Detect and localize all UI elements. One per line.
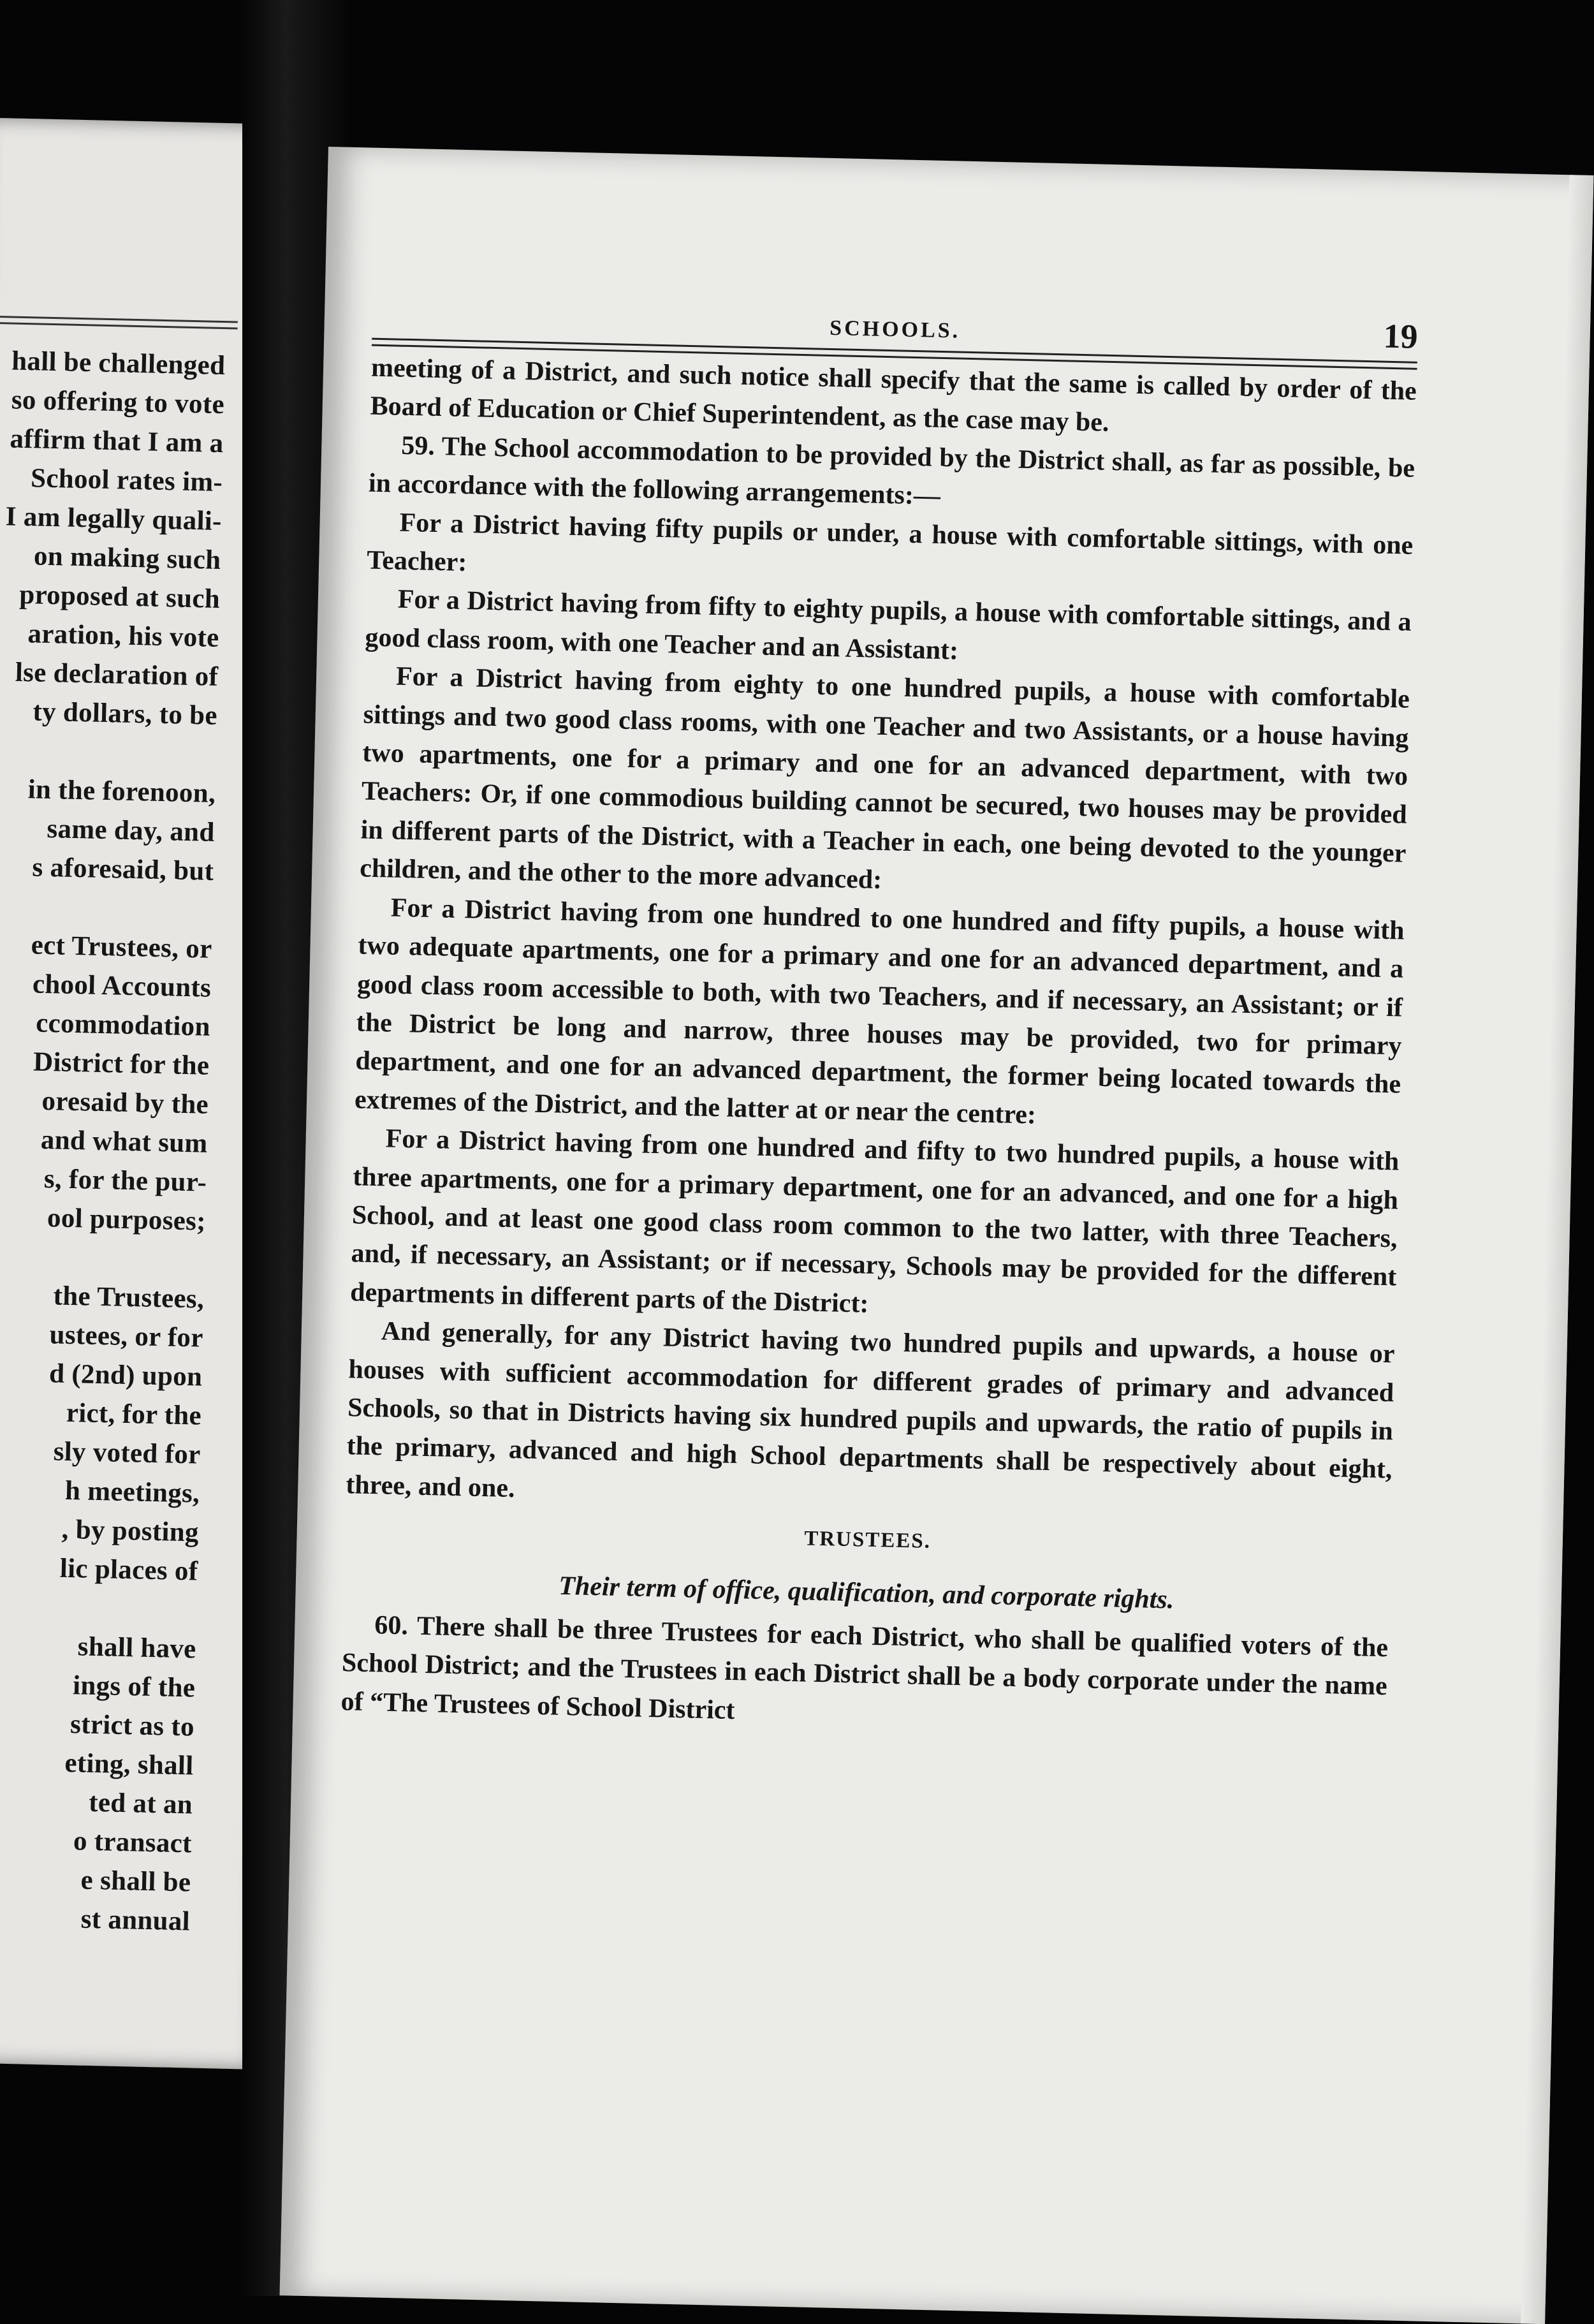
- left-page-blank-line: [0, 885, 214, 930]
- left-page-line: same day, and: [47, 813, 216, 848]
- left-page-line: oresaid by the: [41, 1085, 209, 1120]
- left-page-blank-line: [0, 1235, 205, 1280]
- left-page-line: and what sum: [40, 1124, 208, 1159]
- left-page-line: eting, shall: [64, 1747, 194, 1781]
- left-page-line: hall be challenged: [11, 346, 226, 381]
- left-page-line: rict, for the: [66, 1397, 202, 1431]
- left-page-line: shall have: [77, 1631, 197, 1665]
- left-page-line: proposed at such: [18, 579, 221, 615]
- left-page-line: aration, his vote: [27, 619, 220, 653]
- section-heading-trustees: TRUSTEES.: [803, 1527, 932, 1554]
- left-page-line: ings of the: [72, 1670, 196, 1703]
- page-number: 19: [1383, 316, 1419, 356]
- paragraph-59: 59. The School accommodation to be provided by the District shall, as far as possible, be in accordance with the following arrangements:—: [368, 430, 1415, 511]
- left-page-line: School rates im-: [30, 463, 223, 498]
- left-page-line: h meetings,: [64, 1475, 200, 1509]
- left-page-blank-line: [0, 1585, 198, 1630]
- left-page-line: affirm that I am a: [10, 423, 224, 459]
- left-page-line: in the forenoon,: [27, 774, 216, 809]
- paragraph-150-to-200: For a District having from one hundred and fifty to two hundred pupils, a house with three apartments, one for a primary department, one for an advanced, and one for a high School, and at least one good class room common to the two latter, with three Teachers, and, if necessary, an Assistant; or if necessary, Schools may be provided for the different departments in different parts of the District:: [349, 1124, 1400, 1319]
- page-edge-shadow: [1521, 175, 1593, 2324]
- left-page-line: lse declaration of: [15, 657, 219, 692]
- paragraph-continued: meeting of a District, and such notice shall specify that the same is called by order of the Board of Education or Chief Superintendent, as the case may be.: [370, 353, 1417, 438]
- left-page-line: d (2nd) upon: [48, 1358, 203, 1392]
- left-page-line: e shall be: [80, 1865, 191, 1898]
- left-page-line: o transact: [73, 1826, 193, 1859]
- left-page-line: ted at an: [88, 1787, 193, 1820]
- left-page-line: s, for the pur-: [43, 1163, 207, 1198]
- left-page-line: st annual: [80, 1904, 191, 1937]
- left-page-line: ect Trustees, or: [31, 930, 213, 964]
- left-header-rule: [0, 316, 238, 330]
- left-page-line: ool purposes;: [47, 1203, 207, 1237]
- left-page-line: ustees, or for: [49, 1320, 204, 1353]
- left-page-line: the Trustees,: [53, 1281, 205, 1314]
- paragraph-generally: And generally, for any District having two hundred pupils and upwards, a house or houses with sufficient accommodation for different grades of primary and advanced Schools, so that in Districts having six hundred pupils and upwards, the ratio of pupils in the primary, advanced and high School departments shall be respectively about eight, three, and one.: [345, 1316, 1395, 1503]
- page-body: [340, 349, 1417, 1745]
- left-page-line: strict as to: [69, 1709, 195, 1742]
- running-title: SCHOOLS.: [829, 316, 961, 343]
- left-page-line: s aforesaid, but: [32, 852, 214, 886]
- left-page-line: ccommodation: [35, 1008, 211, 1042]
- left-page-line: so offering to vote: [11, 385, 225, 420]
- paragraph-eighty-to-hundred: For a District having from eighty to one hundred pupils, a house with comfortable sittings and two good class rooms, with one Teacher and two Assistants, or a house having two apartments, one for a primary and one for an advanced department, with two Teachers: Or, if one commodious building cannot be secured, two houses may be provided in different parts of the District, with a Teacher in each, one being devoted to the younger children, and the other to the more advanced:: [359, 661, 1410, 895]
- paragraph-fifty-pupils: For a District having fifty pupils or under, a house with comfortable sittings, with one Teacher:: [366, 508, 1414, 578]
- left-page-line: I am legally quali-: [5, 501, 223, 537]
- left-page-line: District for the: [33, 1047, 210, 1081]
- paragraph-60: 60. There shall be three Trustees for each District, who shall be qualified voters of the School District; and the Trustees in each District shall be a body corporate under the name of “The Trustees of School District: [340, 1610, 1389, 1725]
- left-page-line: , by posting: [61, 1514, 200, 1548]
- section-subheading: Their term of office, qualification, and corporate rights.: [558, 1571, 1174, 1615]
- left-page-line: on making such: [33, 541, 221, 576]
- left-page-text: [0, 341, 226, 1941]
- paragraph-hundred-to-150: For a District having from one hundred to one hundred and fifty pupils, a house with two adequate apartments, one for a primary and one for an advanced department, and a good class room accessible to both, with two Teachers, and if necessary, an Assistant; or if the District be long and narrow, three houses may be provided, two for primary department, and one for an advanced department, the former being located towards the extremes of the District, and the latter at or near the centre:: [354, 893, 1405, 1130]
- left-page-line: lic places of: [59, 1553, 198, 1587]
- left-page-blank-line: [0, 729, 217, 774]
- current-page: [280, 147, 1594, 2324]
- left-page-line: chool Accounts: [32, 969, 212, 1003]
- left-page-line: sly voted for: [53, 1436, 201, 1470]
- left-page-line: ty dollars, to be: [32, 696, 218, 731]
- paragraph-fifty-to-eighty: For a District having from fifty to eighty pupils, a house with comfortable sittings, and a good class room, with one Teacher and an Assistant:: [365, 585, 1412, 666]
